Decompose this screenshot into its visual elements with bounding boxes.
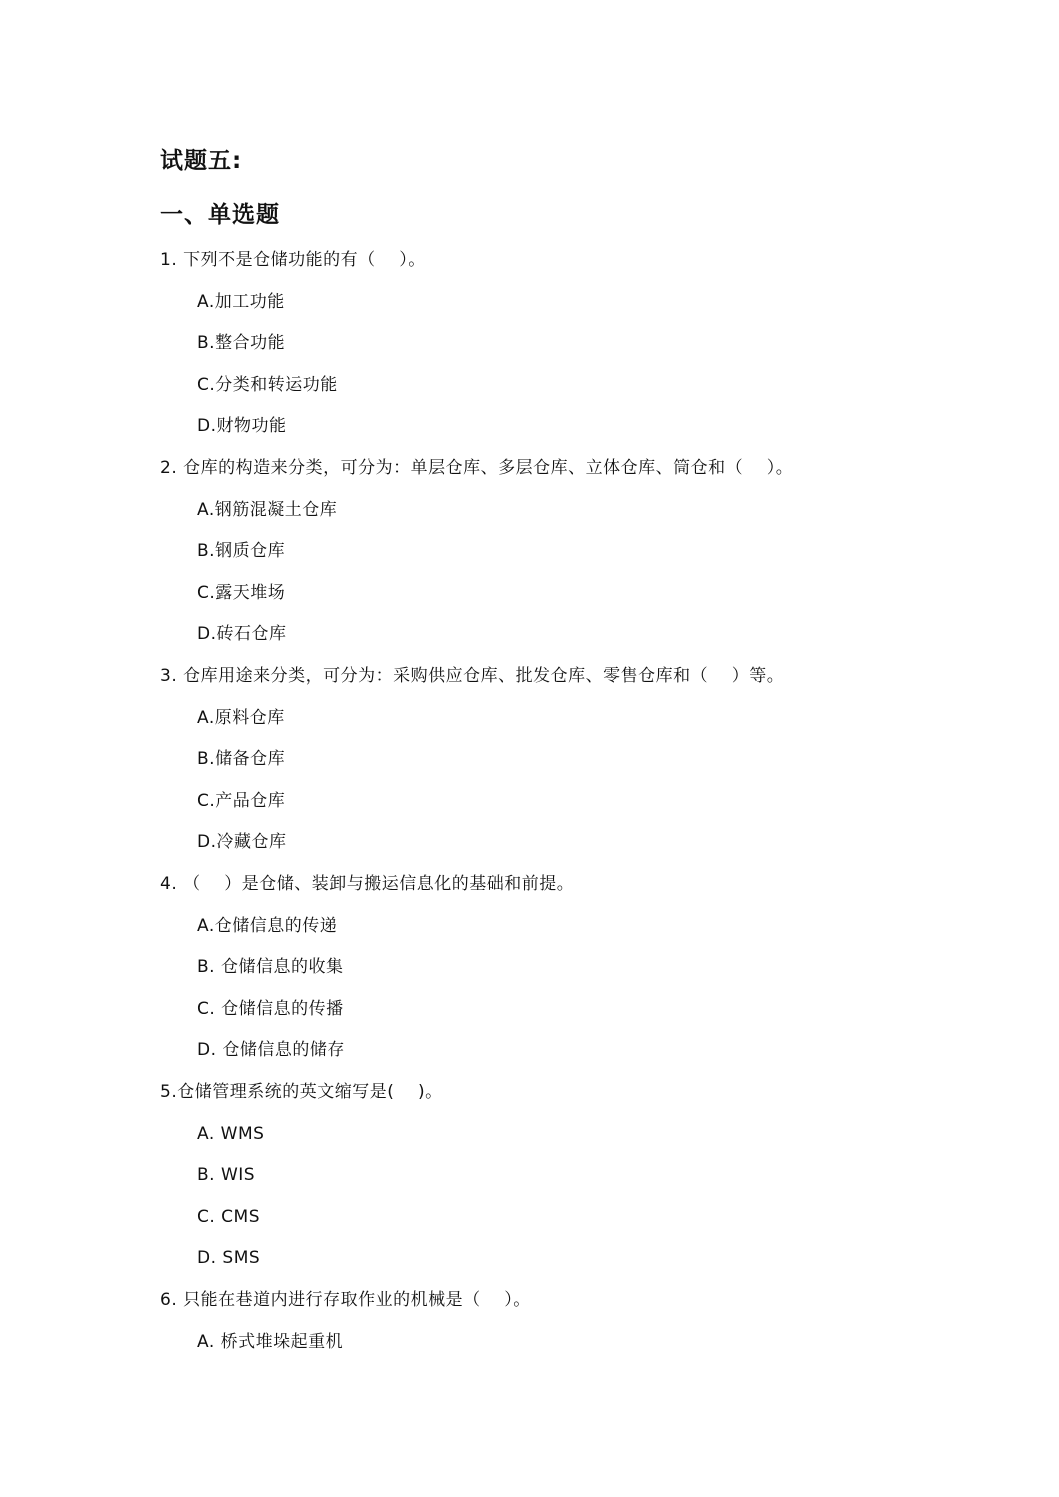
question-5-option-d: D. SMS	[197, 1248, 261, 1268]
page-title: 试题五:	[160, 148, 243, 174]
question-2-option-b: B.钢质仓库	[197, 541, 286, 561]
question-1-option-b: B.整合功能	[197, 333, 286, 353]
question-5-stem: 5.仓储管理系统的英文缩写是( )。	[160, 1082, 443, 1102]
question-3-stem: 3. 仓库用途来分类，可分为：采购供应仓库、批发仓库、零售仓库和（ ）等。	[160, 666, 785, 686]
question-5-option-c: C. CMS	[197, 1207, 261, 1227]
question-1-stem: 1. 下列不是仓储功能的有（ ）。	[160, 250, 426, 270]
question-4-option-d: D. 仓储信息的储存	[197, 1040, 345, 1060]
question-1-option-a: A.加工功能	[197, 292, 285, 312]
question-4-option-a: A.仓储信息的传递	[197, 916, 338, 936]
question-4-option-c: C. 仓储信息的传播	[197, 999, 344, 1019]
question-3-option-a: A.原料仓库	[197, 708, 285, 728]
question-5-option-a: A. WMS	[197, 1124, 265, 1144]
question-5-option-b: B. WIS	[197, 1165, 256, 1185]
question-3-option-b: B.储备仓库	[197, 749, 286, 769]
question-1-option-c: C.分类和转运功能	[197, 375, 338, 395]
question-2-option-c: C.露天堆场	[197, 583, 286, 603]
question-4-stem: 4. （ ）是仓储、装卸与搬运信息化的基础和前提。	[160, 874, 575, 894]
question-4-option-b: B. 仓储信息的收集	[197, 957, 344, 977]
question-3-option-c: C.产品仓库	[197, 791, 286, 811]
question-1-option-d: D.财物功能	[197, 416, 287, 436]
question-2-stem: 2. 仓库的构造来分类，可分为：单层仓库、多层仓库、立体仓库、筒仓和（ ）。	[160, 458, 794, 478]
question-3-option-d: D.冷藏仓库	[197, 832, 287, 852]
question-2-option-a: A.钢筋混凝土仓库	[197, 500, 338, 520]
section-heading: 一、单选题	[160, 202, 280, 228]
question-2-option-d: D.砖石仓库	[197, 624, 287, 644]
question-6-option-a: A. 桥式堆垛起重机	[197, 1332, 344, 1352]
question-6-stem: 6. 只能在巷道内进行存取作业的机械是（ ）。	[160, 1290, 531, 1310]
